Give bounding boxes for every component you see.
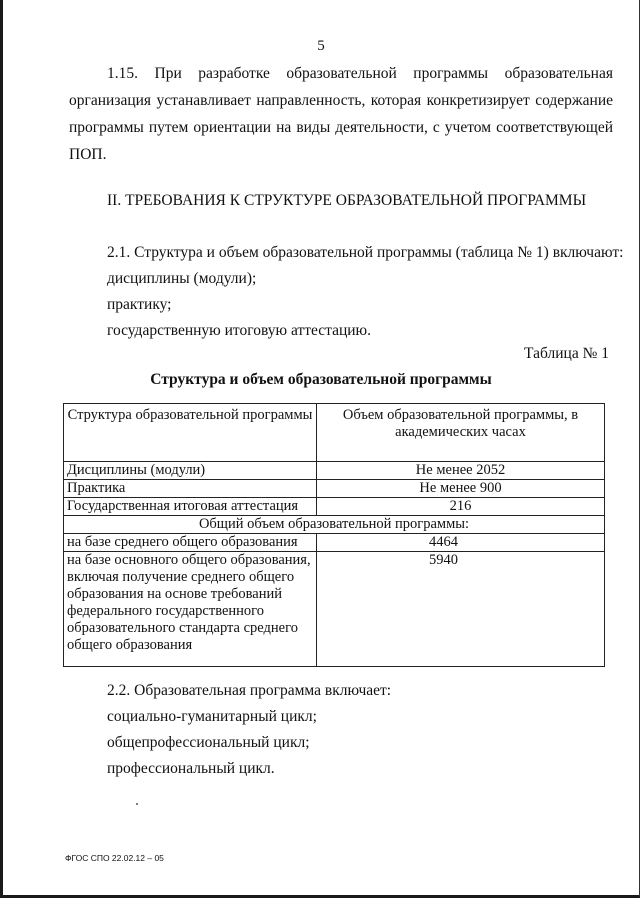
table-title: Структура и объем образовательной программы <box>150 371 492 388</box>
page-number: 5 <box>317 38 325 54</box>
clause-2-1-item: дисциплины (модули); <box>107 270 257 287</box>
table-cell-value: Не менее 900 <box>317 480 605 498</box>
table-cell-name: Государственная итоговая аттестация <box>64 498 317 516</box>
clause-1-15-line-1: 1.15. При разработке образовательной программы образовательная <box>107 65 613 82</box>
clause-1-15-line-2: организация устанавливает направленность, которая конкретизирует содержание <box>69 92 613 109</box>
table-cell-name: на базе среднего общего образования <box>64 534 317 552</box>
clause-2-2-cycle: социально-гуманитарный цикл; <box>107 708 317 725</box>
table-cell-name: на базе основного общего образования, включая получение среднего общего образования на основе требований федерального государственного образовательного стандарта среднего общего образования <box>64 552 317 667</box>
structure-table <box>63 403 605 667</box>
clause-1-15 <box>69 60 613 168</box>
scan-speck <box>136 803 138 805</box>
table-row <box>64 480 605 498</box>
table-header-row <box>64 404 605 462</box>
section-heading: II. ТРЕБОВАНИЯ К СТРУКТУРЕ ОБРАЗОВАТЕЛЬНОЙ ПРОГРАММЫ <box>107 192 587 209</box>
clause-2-2-cycle: профессиональный цикл. <box>107 760 275 777</box>
clause-1-15-line-4: ПОП. <box>69 146 107 163</box>
clause-2-2-intro: 2.2. Образовательная программа включает: <box>107 682 392 699</box>
table-cell-name: Дисциплины (модули) <box>64 462 317 480</box>
clause-2-1-intro: 2.1. Структура и объем образовательной программы (таблица № 1) включают: <box>107 244 624 261</box>
table-header-structure: Структура образовательной программы <box>64 404 317 462</box>
table-cell-value: Не менее 2052 <box>317 462 605 480</box>
table-total-row <box>64 516 605 534</box>
document-footer: ФГОС СПО 22.02.12 – 05 <box>65 853 164 863</box>
table-row <box>64 462 605 480</box>
clause-2-2-cycle: общепрофессиональный цикл; <box>107 734 310 751</box>
clause-1-15-line-3: программы путем ориентации на виды деятельности, с учетом соответствующей <box>69 119 613 136</box>
table-row <box>64 552 605 667</box>
clause-2-1-item: практику; <box>107 296 172 313</box>
table-row <box>64 534 605 552</box>
table-cell-name: Практика <box>64 480 317 498</box>
clause-2-1-item: государственную итоговую аттестацию. <box>107 322 372 339</box>
table-cell-value: 216 <box>317 498 605 516</box>
table-cell-value: 5940 <box>317 552 605 667</box>
table-row <box>64 498 605 516</box>
table-cell-value: 4464 <box>317 534 605 552</box>
table-label: Таблица № 1 <box>524 345 609 362</box>
table-total-label: Общий объем образовательной программы: <box>64 516 605 534</box>
table-header-volume: Объем образовательной программы, в академических часах <box>317 404 605 462</box>
